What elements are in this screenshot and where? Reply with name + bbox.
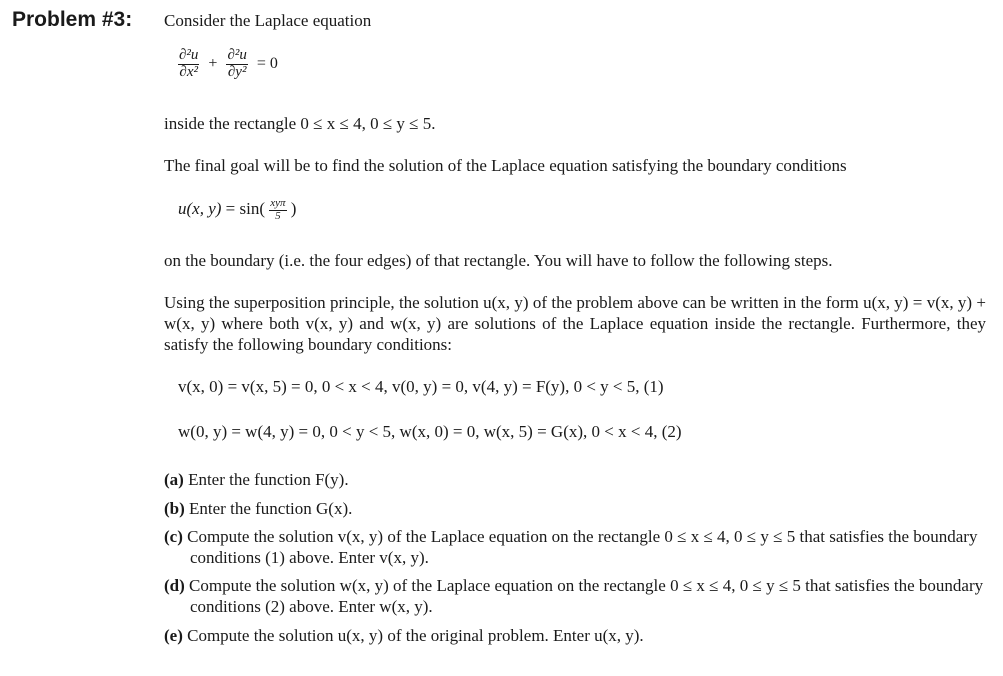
problem-intro: Consider the Laplace equation [164, 11, 372, 30]
part-d [164, 575, 1003, 617]
part-c [164, 526, 1003, 568]
condition-1: v(x, 0) = v(x, 5) = 0, 0 < x < 4, v(0, y) = 0, v(4, y) = F(y), 0 < y < 5, (1) [178, 377, 664, 396]
part-c-text: Compute the solution v(x, y) of the Laplace equation on the rectangle 0 ≤ x ≤ 4, 0 ≤ y ≤ 5 that satisfies the boundary conditions (1) above. Enter v(x, y). [187, 527, 978, 567]
part-e [164, 625, 986, 646]
pde-term-y-den: ∂y² [227, 63, 247, 80]
superposition-text: Using the superposition principle, the solution u(x, y) of the problem above can be written in the form u(x, y) = v(x, y) + w(x, y) where both v(x, y) and w(x, y) are solutions of the Laplace equation inside the rectangle. Furthermore, they satisfy the following boundary conditions: [164, 293, 986, 354]
boundary-close: ) [290, 198, 297, 218]
pde-term-x-den: ∂x² [179, 63, 198, 80]
part-d-text: Compute the solution w(x, y) of the Laplace equation on the rectangle 0 ≤ x ≤ 4, 0 ≤ y ≤ 5 that satisfies the boundary conditions (2) above. Enter w(x, y). [189, 576, 984, 616]
part-b-label: (b) [164, 499, 185, 518]
part-e-text: Compute the solution u(x, y) of the original problem. Enter u(x, y). [187, 626, 644, 645]
part-a-label: (a) [164, 470, 184, 489]
laplace-equation [178, 48, 283, 81]
boundary-frac-num: xyπ [270, 197, 286, 209]
boundary-note: on the boundary (i.e. the four edges) of that rectangle. You will have to follow the following steps. [164, 251, 833, 270]
boundary-eq: = sin( [225, 198, 266, 218]
pde-plus: + [208, 55, 218, 73]
pde-term-y-num: ∂²u [227, 47, 247, 63]
part-b-text: Enter the function G(x). [189, 499, 353, 518]
problem-title: Problem #3: [12, 8, 133, 31]
boundary-lhs: u(x, y) [178, 198, 222, 218]
part-e-label: (e) [164, 626, 183, 645]
part-a-text: Enter the function F(y). [188, 470, 349, 489]
pde-term-x-num: ∂²u [179, 47, 199, 63]
domain-text: inside the rectangle 0 ≤ x ≤ 4, 0 ≤ y ≤ 5. [164, 114, 436, 133]
pde-term-x [178, 48, 199, 81]
part-d-label: (d) [164, 576, 185, 595]
condition-2: w(0, y) = w(4, y) = 0, 0 < y < 5, w(x, 0) = 0, w(x, 5) = G(x), 0 < x < 4, (2) [178, 422, 682, 441]
boundary-condition [178, 198, 296, 222]
pde-rhs: = 0 [256, 55, 278, 73]
part-b [164, 498, 986, 519]
boundary-frac-den: 5 [275, 209, 281, 222]
boundary-fraction [269, 198, 286, 222]
part-a [164, 469, 986, 490]
goal-text: The final goal will be to find the solution of the Laplace equation satisfying the boundary conditions [164, 156, 847, 175]
part-c-label: (c) [164, 527, 183, 546]
pde-term-y [226, 48, 247, 81]
